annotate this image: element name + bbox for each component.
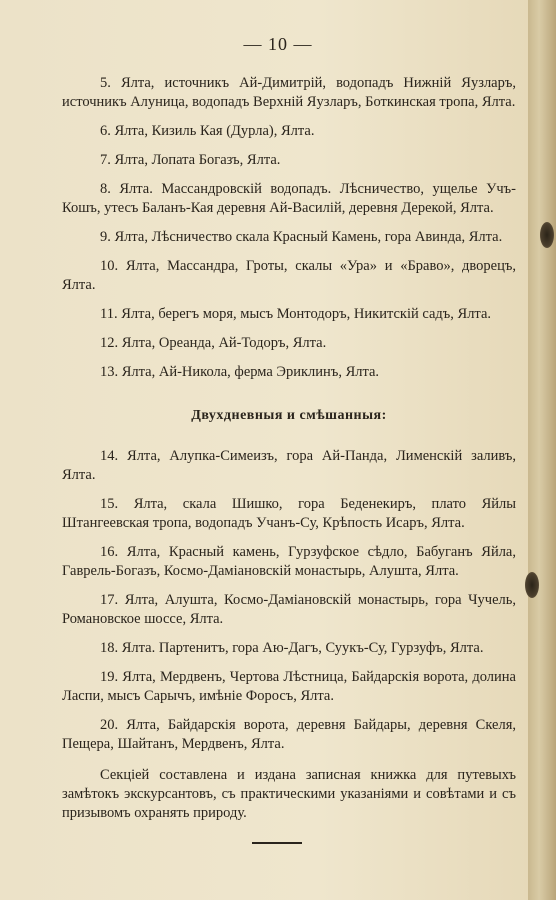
page-number: — 10 — <box>243 34 313 54</box>
excursion-item: 8. Ялта. Массандровскій водопадъ. Лѣсничество, ущелье Учъ-Кошъ, утесъ Баланъ-Кая деревня Ай-Василій, деревня Дерекой, Ялта. <box>62 181 516 216</box>
binding-hole <box>540 222 554 248</box>
excursion-item: 14. Ялта, Алупка-Симеизъ, гора Ай-Панда, Лименскій заливъ, Ялта. <box>62 448 516 483</box>
excursion-item: 15. Ялта, скала Шишко, гора Беденекиръ, плато Яйлы Штангеевская тропа, водопадъ Учанъ-Су, Крѣпость Исаръ, Ялта. <box>62 496 516 531</box>
excursion-item: 6. Ялта, Кизиль Кая (Дурла), Ялта. <box>100 123 315 139</box>
excursion-item: 9. Ялта, Лѣсничество скала Красный Камень, гора Авинда, Ялта. <box>100 229 503 245</box>
excursion-item: 17. Ялта, Алушта, Космо-Даміановскій монастырь, гора Чучель, Романовское шоссе, Ялта. <box>62 592 516 627</box>
divider <box>252 842 302 844</box>
excursion-item: 10. Ялта, Массандра, Гроты, скалы «Ура» и «Браво», дворецъ, Ялта. <box>62 258 516 293</box>
excursion-item: 18. Ялта. Партенитъ, гора Аю-Дагъ, Суукъ-Су, Гурзуфъ, Ялта. <box>100 640 484 656</box>
closing-note: Секціей составлена и издана записная книжка для путевыхъ замѣтокъ экскурсантовъ, съ практическими указаніями и совѣтами и съ призывомъ охранять природу. <box>62 767 516 821</box>
excursion-item: 12. Ялта, Ореанда, Ай-Тодоръ, Ялта. <box>100 335 327 351</box>
excursion-item: 5. Ялта, источникъ Ай-Димитрій, водопадъ Нижній Яузларъ, источникъ Алуница, водопадъ Верхній Яузларъ, Боткинская тропа, Ялта. <box>62 75 516 110</box>
excursion-item: 16. Ялта, Красный камень, Гурзуфское сѣдло, Бабуганъ Яйла, Гаврель-Богазъ, Космо-Даміановскій монастырь, Алушта, Ялта. <box>62 544 516 579</box>
excursion-item: 20. Ялта, Байдарскія ворота, деревня Байдары, деревня Скеля, Пещера, Шайтанъ, Мердвенъ, Ялта. <box>62 717 516 752</box>
section-heading: Двухдневныя и смѣшанныя: <box>191 408 387 423</box>
excursions-list <box>62 74 516 823</box>
excursion-item: 13. Ялта, Ай-Никола, ферма Эриклинъ, Ялта. <box>100 364 380 380</box>
excursion-item: 7. Ялта, Лопата Богазъ, Ялта. <box>100 152 281 168</box>
page-edge <box>528 0 556 900</box>
excursion-item: 19. Ялта, Мердвенъ, Чертова Лѣстница, Байдарскія ворота, долина Ласпи, мысъ Сарычъ, имѣніе Форосъ, Ялта. <box>62 669 516 704</box>
binding-hole <box>525 572 539 598</box>
excursion-item: 11. Ялта, берегъ моря, мысъ Монтодоръ, Никитскій садъ, Ялта. <box>100 306 492 322</box>
